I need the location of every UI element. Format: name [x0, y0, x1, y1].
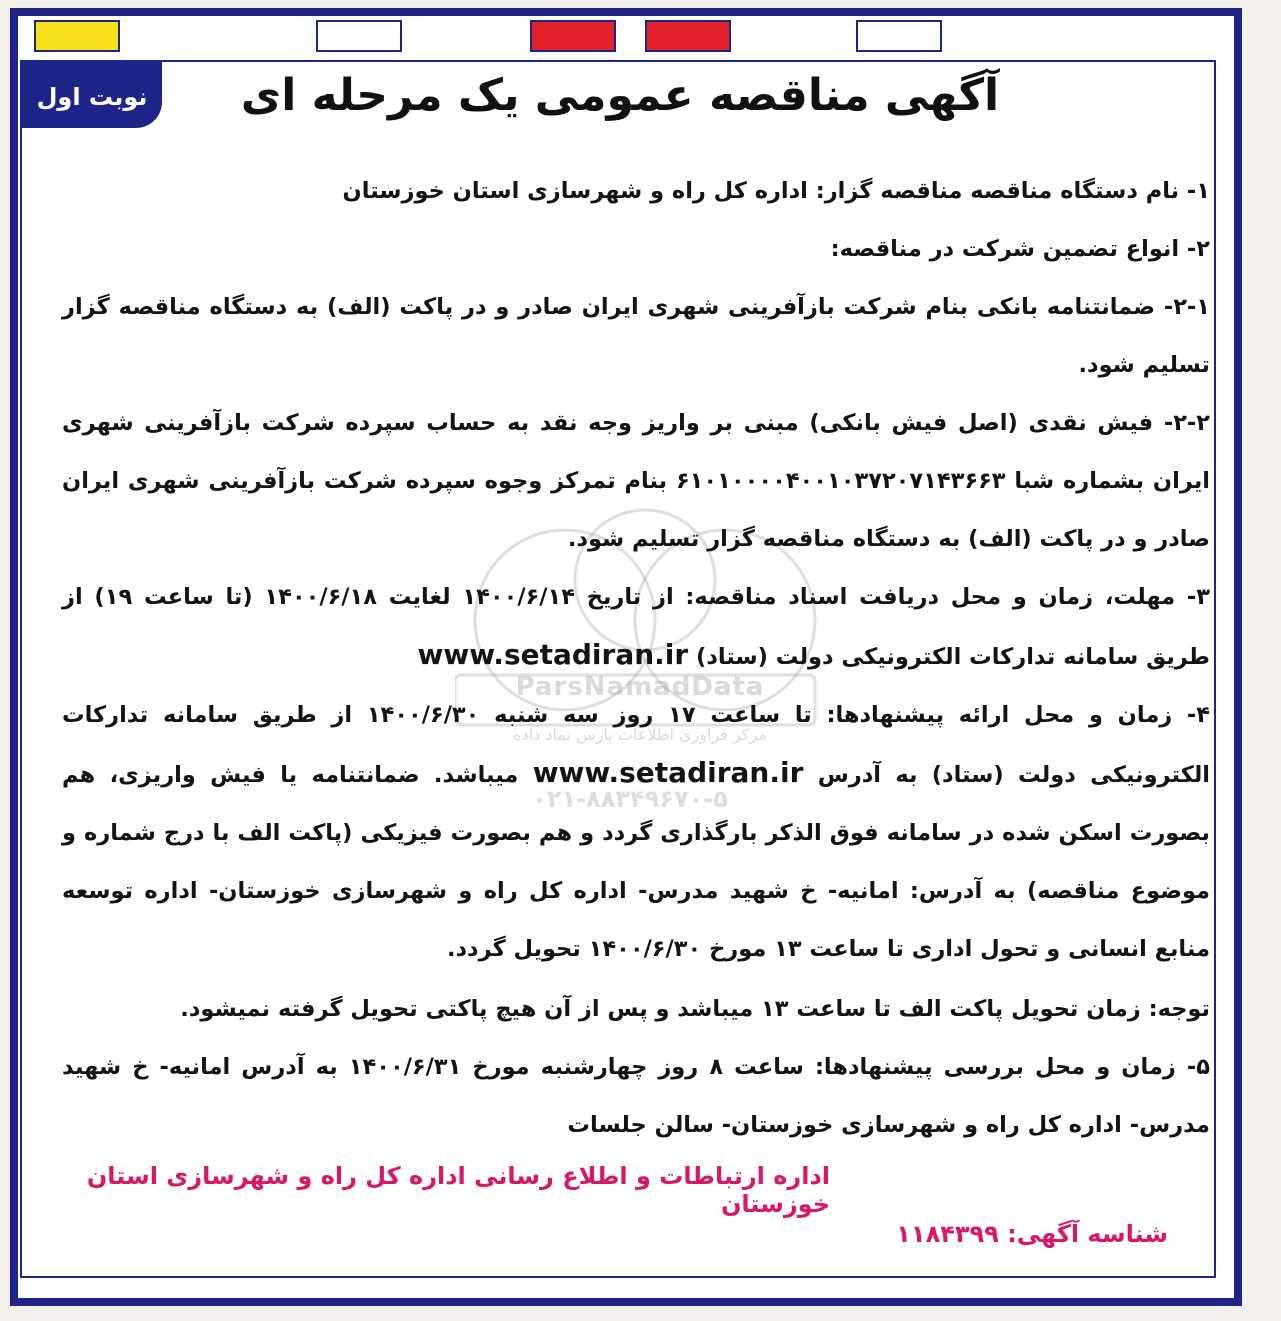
- edition-badge: نوبت اول: [22, 62, 162, 128]
- ad-body: [62, 162, 1210, 1154]
- color-block-red-1: [530, 20, 616, 52]
- setad-link-2[interactable]: www.setadiran.ir: [532, 756, 804, 789]
- ad-id: شناسه آگهی: ۱۱۸۴۳۹۹: [896, 1220, 1168, 1248]
- clause-2-1: ۲-۱- ضمانتنامه بانکی بنام شرکت بازآفرینی شهری ایران صادر و در پاکت (الف) به دستگاه مناقصه گزار تسلیم شود.: [62, 294, 1210, 378]
- clause-2-2: ۲-۲- فیش نقدی (اصل فیش بانکی) مبنی بر واریز وجه نقد به حساب سپرده شرکت بازآفرینی شهری ایران بشماره شبا ۶۱۰۱۰۰۰۰۴۰۰۱۰۳۷۲۰۷۱۴۳۶۶۳ بنام تمرکز وجوه سپرده شرکت بازآفرینی شهری ایران صادر و در پاکت (الف) به دستگاه مناقصه گزار تسلیم شود.: [62, 410, 1210, 552]
- clause-5: ۵- زمان و محل بررسی پیشنهادها: ساعت ۸ روز چهارشنبه مورخ ۱۴۰۰/۶/۳۱ به آدرس امانیه- خ شهید مدرس- اداره کل راه و شهرسازی خوزستان- سالن جلسات: [62, 1054, 1210, 1138]
- clause-3: [62, 568, 1210, 686]
- setad-link-1[interactable]: www.setadiran.ir: [417, 638, 689, 671]
- clause-4: [62, 686, 1210, 978]
- issuer-signature: اداره ارتباطات و اطلاع رسانی اداره کل راه و شهرسازی استان خوزستان: [86, 1162, 830, 1218]
- clause-2: ۲- انواع تضمین شرکت در مناقصه:: [830, 236, 1210, 262]
- clause-3-text: ۳- مهلت، زمان و محل دریافت اسناد مناقصه: از تاریخ ۱۴۰۰/۶/۱۴ لغایت ۱۴۰۰/۶/۱۸ (تا ساعت ۱۹) از طریق سامانه تدارکات الکترونیکی دولت (ستاد): [62, 584, 1210, 670]
- delivery-note: توجه: زمان تحویل پاکت الف تا ساعت ۱۳ میباشد و پس از آن هیچ پاکتی تحویل گرفته نمیشود.: [180, 996, 1210, 1022]
- watermark-brand: ParsNamadData: [515, 672, 765, 702]
- color-block-yellow: [34, 20, 120, 52]
- watermark-subtitle: مرکز فراوری اطلاعات پارس نماد داده: [513, 725, 767, 744]
- ad-title: آگهی مناقصه عمومی یک مرحله ای: [240, 70, 1000, 121]
- color-block-white-2: [856, 20, 942, 52]
- clause-4-text-b: میباشد. ضمانتنامه یا فیش واریزی، هم بصورت اسکن شده در سامانه فوق الذکر بارگذاری گردد و هم بصورت فیزیکی (پاکت الف با درج شماره و موضوع مناقصه) به آدرس: امانیه- خ شهید مدرس- اداره کل راه و شهرسازی خوزستان- اداره توسعه منابع انسانی و تحول اداری تا ساعت ۱۳ مورخ ۱۴۰۰/۶/۳۰ تحویل گردد.: [62, 762, 1210, 962]
- color-block-white-1: [316, 20, 402, 52]
- clause-1: ۱- نام دستگاه مناقصه مناقصه گزار: اداره کل راه و شهرسازی استان خوزستان: [342, 178, 1210, 204]
- color-block-red-2: [645, 20, 731, 52]
- clause-4-text-a: ۴- زمان و محل ارائه پیشنهادها: تا ساعت ۱۷ روز سه شنبه ۱۴۰۰/۶/۳۰ از طریق سامانه تدارکات الکترونیکی دولت (ستاد) به آدرس: [62, 702, 1211, 788]
- watermark-phone: ۰۲۱-۸۸۳۴۹۶۷۰-۵: [532, 785, 728, 813]
